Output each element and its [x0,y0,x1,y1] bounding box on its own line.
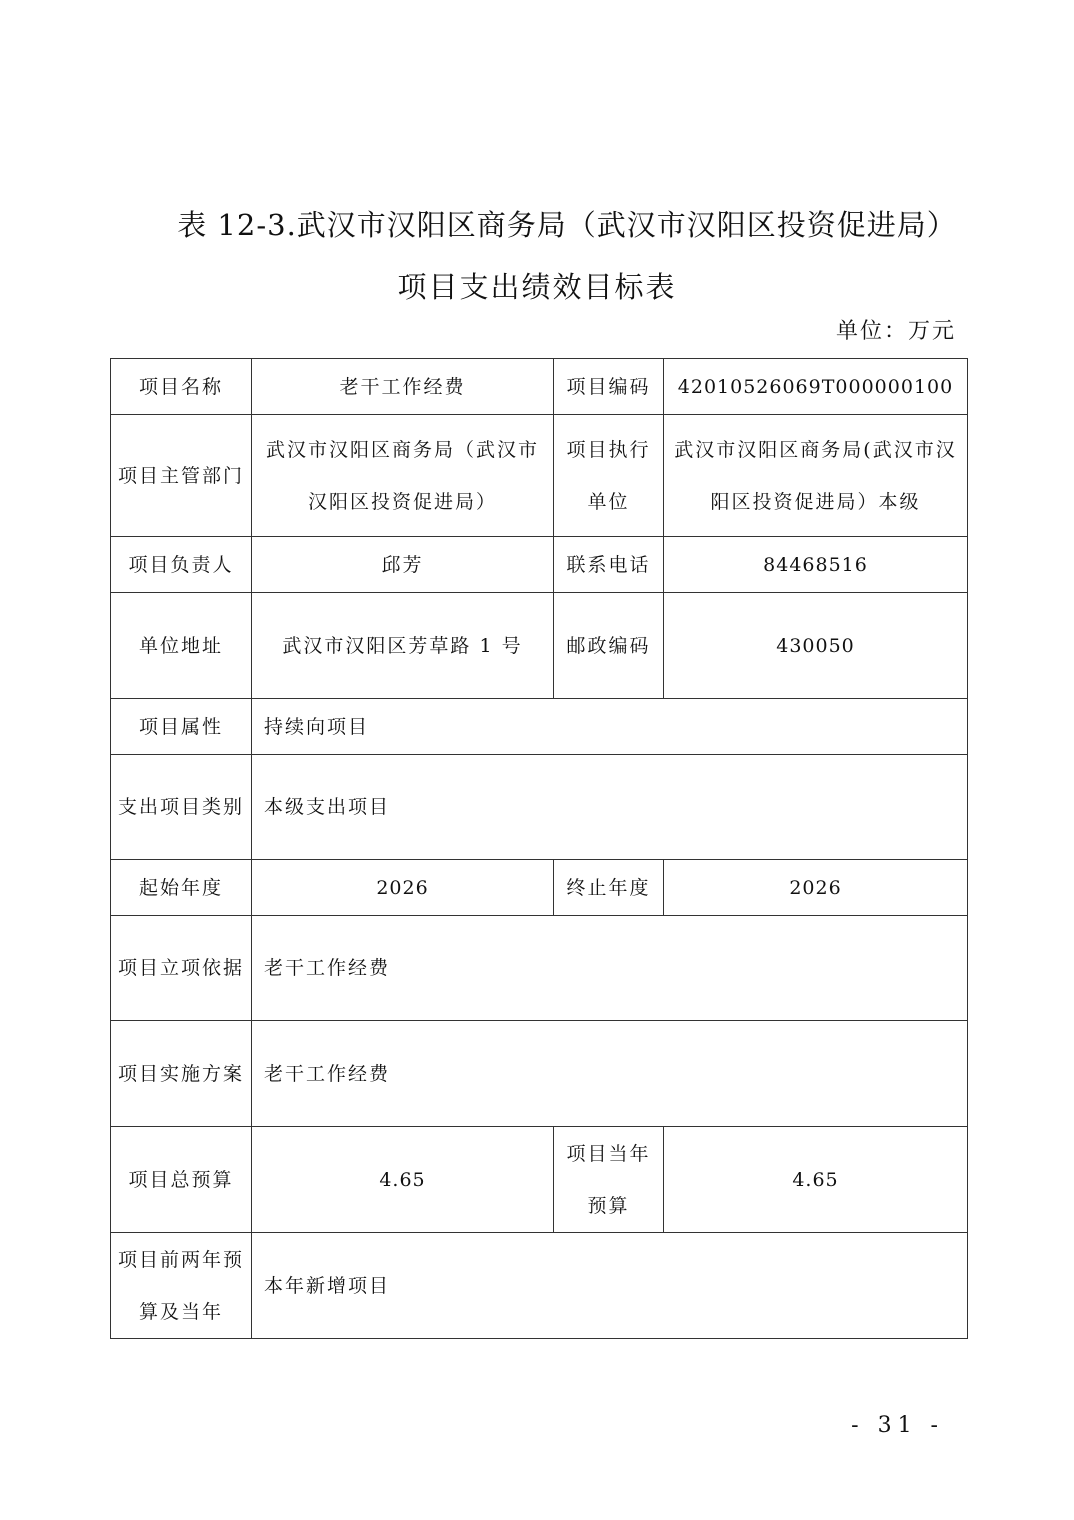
table-row [111,537,968,593]
unit-label: 单位：万元 [835,319,956,344]
basis-value: 老干工作经费 [252,916,968,1021]
table-row [111,916,968,1021]
category-value: 本级支出项目 [252,755,968,860]
prior-budget-label: 项目前两年预算及当年 [111,1233,252,1339]
document-title: 表 12-3.武汉市汉阳区商务局（武汉市汉阳区投资促进局） [177,208,957,242]
basis-label: 项目立项依据 [111,916,252,1021]
address-label: 单位地址 [111,593,252,699]
exec-unit-label: 项目执行单位 [554,415,664,537]
total-budget-label: 项目总预算 [111,1127,252,1233]
document-subtitle: 项目支出绩效目标表 [397,270,677,304]
owner-value: 邱芳 [252,537,554,593]
year-budget-label: 项目当年预算 [554,1127,664,1233]
table-row [111,860,968,916]
project-code-label: 项目编码 [554,359,664,415]
plan-label: 项目实施方案 [111,1021,252,1127]
prior-budget-value: 本年新增项目 [252,1233,968,1339]
page-number: - 31 - [851,1413,944,1438]
postcode-label: 邮政编码 [554,593,664,699]
table-row [111,1233,968,1339]
start-year-label: 起始年度 [111,860,252,916]
dept-label: 项目主管部门 [111,415,252,537]
total-budget-value: 4.65 [252,1127,554,1233]
dept-value: 武汉市汉阳区商务局（武汉市汉阳区投资促进局） [252,415,554,537]
end-year-value: 2026 [664,860,968,916]
end-year-label: 终止年度 [554,860,664,916]
address-value: 武汉市汉阳区芳草路 1 号 [252,593,554,699]
table-row [111,593,968,699]
table-row [111,755,968,860]
phone-label: 联系电话 [554,537,664,593]
table-row [111,699,968,755]
project-name-label: 项目名称 [111,359,252,415]
owner-label: 项目负责人 [111,537,252,593]
phone-value: 84468516 [664,537,968,593]
year-budget-value: 4.65 [664,1127,968,1233]
table-row [111,1021,968,1127]
table-row [111,415,968,537]
attribute-value: 持续向项目 [252,699,968,755]
category-label: 支出项目类别 [111,755,252,860]
plan-value: 老干工作经费 [252,1021,968,1127]
postcode-value: 430050 [664,593,968,699]
table-row [111,1127,968,1233]
performance-target-table [110,358,968,1339]
project-code-value: 42010526069T000000100 [664,359,968,415]
start-year-value: 2026 [252,860,554,916]
exec-unit-value: 武汉市汉阳区商务局(武汉市汉阳区投资促进局）本级 [664,415,968,537]
attribute-label: 项目属性 [111,699,252,755]
table-row [111,359,968,415]
project-name-value: 老干工作经费 [252,359,554,415]
